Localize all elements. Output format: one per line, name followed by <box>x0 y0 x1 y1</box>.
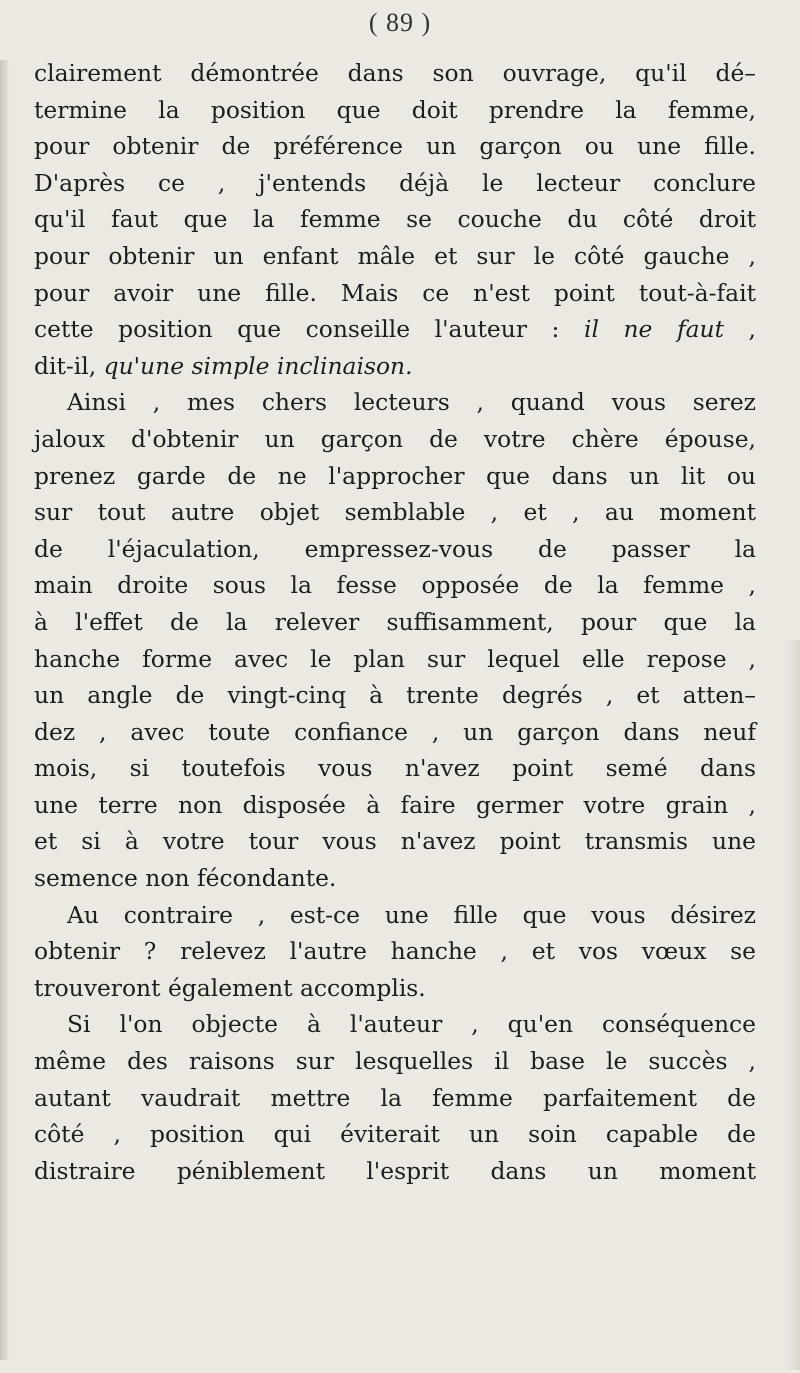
text-line: pour obtenir un enfant mâle et sur le côté gauche , <box>34 241 756 270</box>
text-line: prenez garde de ne l'approcher que dans un lit ou <box>34 461 756 490</box>
text-line: à l'effet de la relever suffisamment, pour que la <box>34 607 756 636</box>
text-line: Si l'on objecte à l'auteur , qu'en conséquence <box>67 1010 756 1039</box>
text-line: obtenir ? relevez l'autre hanche , et vos vœux se <box>34 937 756 966</box>
text-line: pour obtenir de préférence un garçon ou une fille. <box>34 132 756 161</box>
text-line: clairement démontrée dans son ouvrage, qu'il dé– <box>34 59 756 87</box>
text-line: un angle de vingt-cinq à trente degrés , et atten– <box>34 681 756 710</box>
text-line: autant vaudrait mettre la femme parfaitement de <box>34 1083 756 1112</box>
text-line: trouveront également accomplis. <box>34 973 426 1002</box>
text-line: jaloux d'obtenir un garçon de votre chère épouse, <box>34 424 756 453</box>
text-line: côté , position qui éviterait un soin capable de <box>34 1120 756 1149</box>
text-line: même des raisons sur lesquelles il base le succès , <box>34 1047 756 1076</box>
italic-run: qu'une simple inclinaison. <box>103 351 413 380</box>
text-line: hanche forme avec le plan sur lequel elle repose , <box>34 644 756 673</box>
text-line: distraire péniblement l'esprit dans un moment <box>34 1156 756 1185</box>
text-line: de l'éjaculation, empressez-vous de passer la <box>34 534 756 563</box>
italic-run: il ne faut <box>583 315 725 344</box>
text-line: dez , avec toute confiance , un garçon dans neuf <box>34 717 756 746</box>
text-line: D'après ce , j'entends déjà le lecteur conclure <box>34 168 756 197</box>
edge-shadow <box>786 640 800 1370</box>
text-line: Au contraire , est-ce une fille que vous désirez <box>67 900 756 929</box>
text-line-with-italic: dit-il, qu'une simple inclinaison. <box>34 351 413 380</box>
page-number: ( 89 ) <box>368 8 432 37</box>
text-line: qu'il faut que la femme se couche du côté droit <box>34 205 756 234</box>
text-line: mois, si toutefois vous n'avez point semé dans <box>34 754 756 783</box>
text-line: main droite sous la fesse opposée de la femme , <box>34 571 756 600</box>
body-text <box>34 55 756 1189</box>
text-line: sur tout autre objet semblable , et , au moment <box>34 498 756 527</box>
binding-shadow <box>0 60 10 1360</box>
text-line: une terre non disposée à faire germer votre grain , <box>34 790 756 819</box>
text-line: Ainsi , mes chers lecteurs , quand vous serez <box>67 388 756 417</box>
text-line: et si à votre tour vous n'avez point transmis une <box>34 827 756 856</box>
text-line-with-italic: cette position que conseille l'auteur : il ne faut , <box>34 315 756 344</box>
text-line: pour avoir une fille. Mais ce n'est point tout-à-fait <box>34 278 756 307</box>
text-line: termine la position que doit prendre la femme, <box>34 95 756 124</box>
text-line: semence non fécondante. <box>34 864 337 893</box>
